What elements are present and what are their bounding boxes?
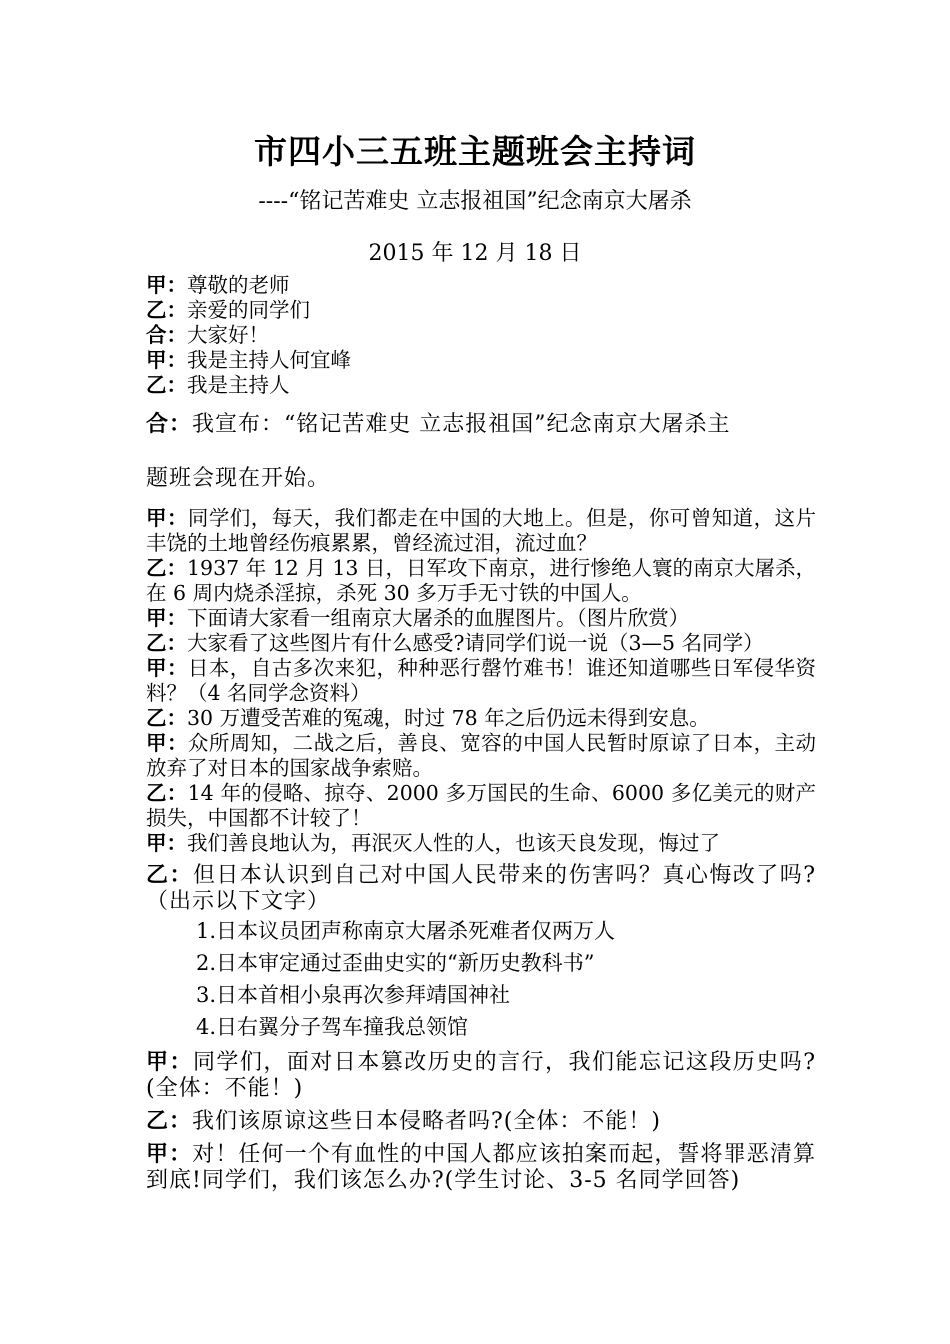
dialogue-paragraph	[146, 656, 816, 706]
list-item: 2.日本审定通过歪曲史实的“新历史教科书”	[196, 951, 595, 975]
line-text: 大家好！	[187, 323, 269, 347]
dialogue-paragraph	[146, 706, 816, 731]
document-title: 市四小三五班主题班会主持词	[254, 132, 696, 171]
closing-paragraph	[146, 1050, 816, 1102]
paragraph-text: 日本，自古多次来犯，种种恶行罄竹难书！谁还知道哪些日军侵华资料？（4 名同学念资料）	[146, 656, 817, 705]
closing-paragraph	[146, 1142, 816, 1194]
closing-paragraph	[146, 1109, 816, 1135]
document-body	[146, 273, 816, 1194]
announce-line-continued: 题班会现在开始。	[146, 466, 331, 491]
dialogue-paragraph	[146, 556, 816, 606]
speaker-label: 乙：	[146, 781, 188, 805]
line-text: 我是主持人何宜峰	[187, 348, 351, 372]
paragraph-text: 我们善良地认为，再泯灭人性的人，也该天良发现，悔过了	[187, 831, 720, 855]
speaker-label: 甲：	[146, 831, 187, 855]
intro-line	[146, 273, 816, 298]
speaker-label: 甲：	[146, 606, 187, 630]
intro-line	[146, 323, 816, 348]
dialogue-paragraph	[146, 506, 816, 556]
dialogue-paragraph	[146, 731, 816, 781]
dialogue-paragraph	[146, 781, 816, 831]
line-text: 亲爱的同学们	[187, 298, 310, 322]
dialogue-paragraph	[146, 606, 816, 631]
document-subtitle: ----“铭记苦难史 立志报祖国”纪念南京大屠杀	[258, 189, 692, 214]
announce-line	[146, 412, 816, 438]
speaker-label: 甲：	[146, 656, 188, 680]
paragraph-text: 对！任何一个有血性的中国人都应该拍案而起，誓将罪恶清算到底!同学们，我们该怎么办?(学生讨论、3-5 名同学回答)	[146, 1142, 816, 1193]
intro-line	[146, 348, 816, 373]
speaker-label: 甲：	[146, 348, 187, 372]
speaker-label: 乙：	[146, 373, 187, 397]
list-item: 4.日右翼分子驾车撞我总领馆	[196, 1015, 469, 1039]
question-paragraph	[146, 863, 816, 915]
speaker-label: 甲：	[146, 731, 188, 755]
paragraph-text: 我们该原谅这些日本侵略者吗?(全体：不能！)	[192, 1109, 661, 1134]
speaker-label: 甲：	[146, 1142, 193, 1167]
speaker-label: 乙：	[146, 1109, 193, 1134]
paragraph-text: 下面请大家看一组南京大屠杀的血腥图片。（图片欣赏）	[187, 606, 690, 630]
list-item: 1.日本议员团声称南京大屠杀死难者仅两万人	[196, 919, 616, 943]
paragraph-text: 但日本认识到自己对中国人民带来的伤害吗？真心悔改了吗?（出示以下文字）	[146, 863, 816, 914]
paragraph-text: 30 万遭受苦难的冤魂，时过 78 年之后仍远未得到安息。	[187, 706, 710, 730]
document-date: 2015 年 12 月 18 日	[368, 241, 582, 266]
line-text: 我是主持人	[187, 373, 290, 397]
dialogue-paragraph	[146, 631, 816, 656]
paragraph-text: 同学们，面对日本篡改历史的言行，我们能忘记这段历史吗?(全体：不能！)	[146, 1050, 816, 1101]
speaker-label: 甲：	[146, 506, 188, 530]
dialogue-paragraph	[146, 831, 816, 856]
paragraph-text: 众所周知，二战之后，善良、宽容的中国人民暂时原谅了日本，主动放弃了对日本的国家战争索赔。	[146, 731, 817, 780]
fact-list	[146, 915, 816, 1043]
speaker-label: 乙：	[146, 631, 187, 655]
paragraph-text: 14 年的侵略、掠夺、2000 多万国民的生命、6000 多亿美元的财产损失，中国都不计较了！	[146, 781, 816, 830]
speaker-label: 合：	[146, 323, 187, 347]
paragraph-text: 同学们，每天，我们都走在中国的大地上。但是，你可曾知道，这片丰饶的土地曾经伤痕累累，曾经流过泪，流过血？	[146, 506, 817, 555]
speaker-label: 乙：	[146, 706, 187, 730]
list-item: 3.日本首相小泉再次参拜靖国神社	[196, 983, 511, 1007]
speaker-label: 乙：	[146, 556, 188, 580]
speaker-label: 乙：	[146, 298, 187, 322]
speaker-label: 乙：	[146, 863, 193, 888]
line-text: 尊敬的老师	[187, 273, 290, 297]
intro-line	[146, 373, 816, 398]
paragraph-text: 1937 年 12 月 13 日，日军攻下南京，进行惨绝人寰的南京大屠杀，在 6 周内烧杀淫掠，杀死 30 多万手无寸铁的中国人。	[146, 556, 816, 605]
line-text: 我宣布：“铭记苦难史 立志报祖国”纪念南京大屠杀主	[192, 412, 731, 437]
intro-line	[146, 298, 816, 323]
speaker-label: 甲：	[146, 1050, 193, 1075]
speaker-label: 合：	[146, 412, 193, 437]
paragraph-text: 大家看了这些图片有什么感受?请同学们说一说（3—5 名同学）	[187, 631, 764, 655]
speaker-label: 甲：	[146, 273, 187, 297]
dialogue-section	[146, 506, 816, 856]
